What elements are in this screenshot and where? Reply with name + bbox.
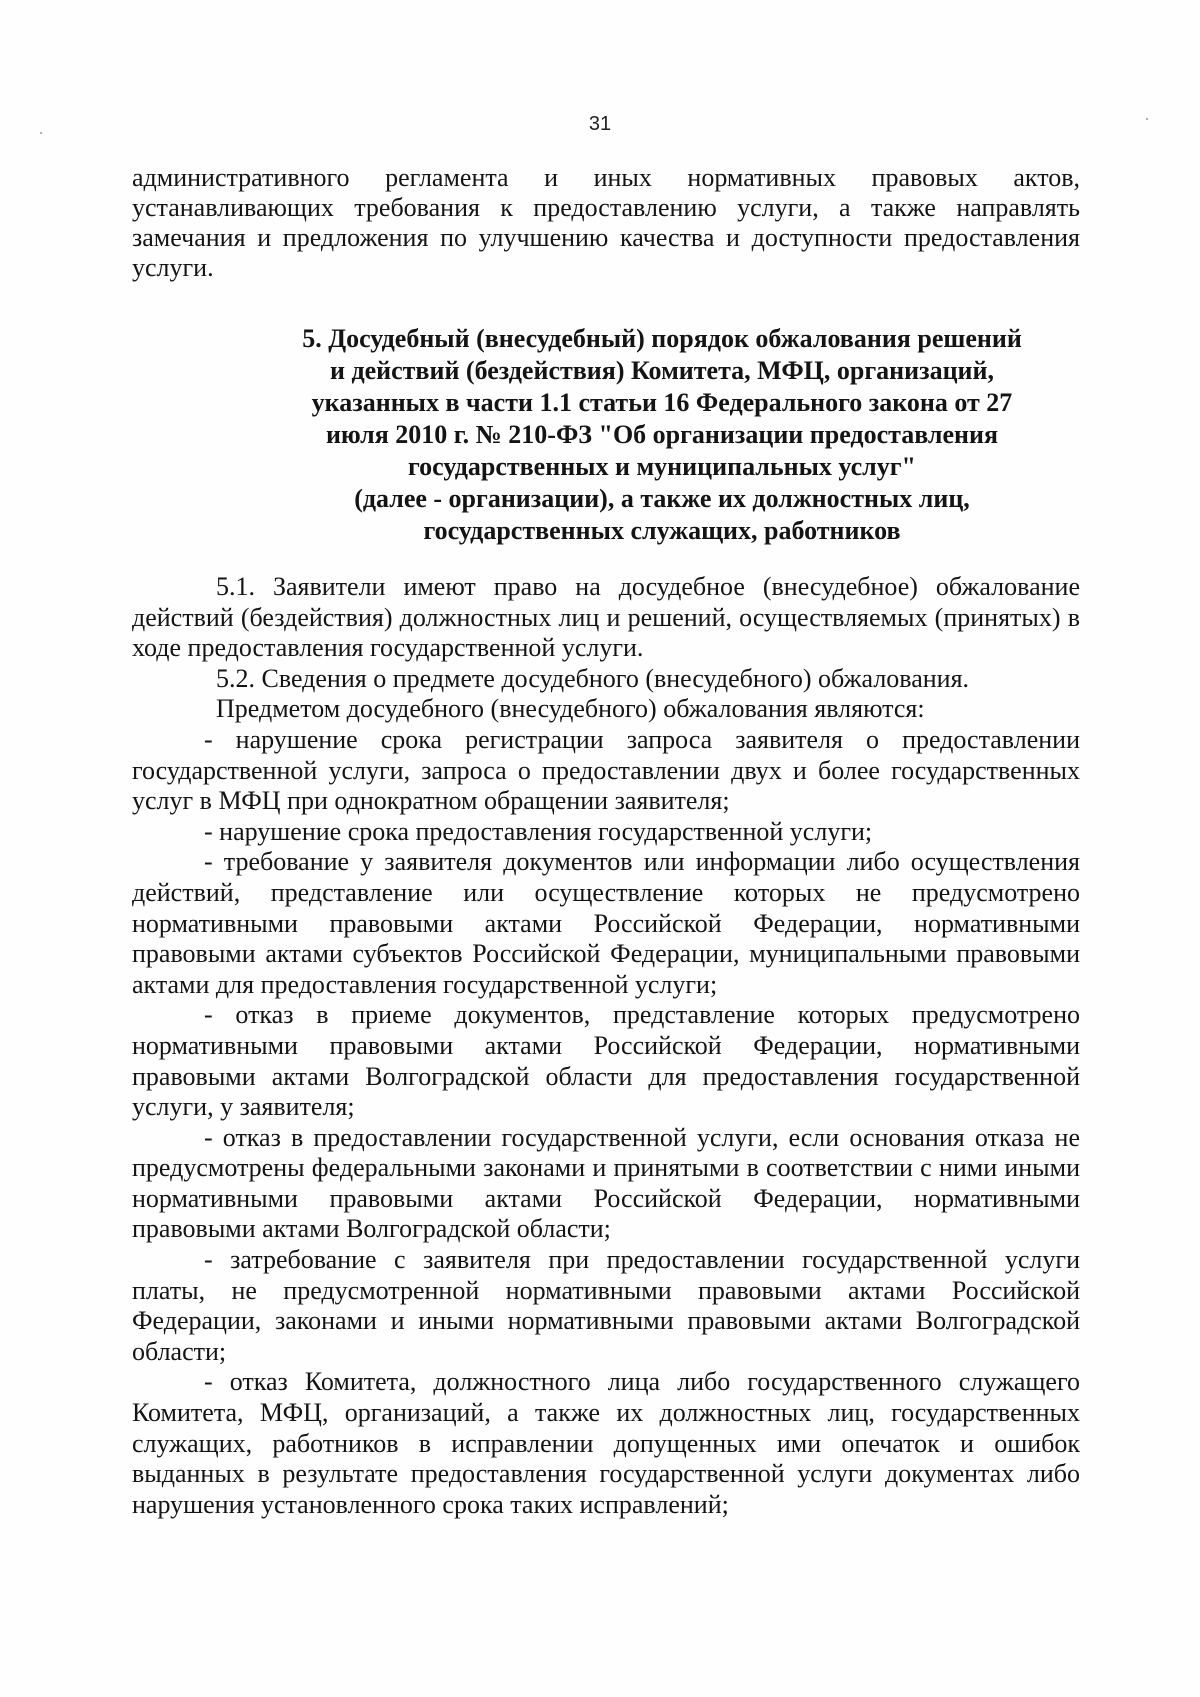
intro-paragraph: административного регламента и иных нормативных правовых актов, устанавливающих требования к предоставлению услуги, а также направлять замечания и предложения по улучшению качества и доступности предоставления услуги.	[132, 163, 1080, 282]
heading-line: июля 2010 г. № 210-ФЗ "Об организации предоставления	[325, 420, 999, 449]
list-item: - нарушение срока предоставления государственной услуги;	[204, 816, 873, 846]
paragraph-5-2: 5.2. Сведения о предмете досудебного (внесудебного) обжалования.	[216, 663, 970, 693]
page-number: 31	[588, 113, 612, 135]
list-item: - отказ в приеме документов, представление которых предусмотрено нормативными правовыми актами Российской Федерации, нормативными правовыми актами Волгоградской области для предоставления государственной услуги, у заявителя;	[132, 1000, 1080, 1122]
scan-speck	[1146, 118, 1148, 120]
heading-line: (далее - организации), а также их должностных лиц,	[354, 484, 970, 513]
list-item: - отказ Комитета, должностного лица либо государственного служащего Комитета, МФЦ, организаций, а также их должностных лиц, государственных служащих, работников в исправлении допущенных ими опечаток и ошибок выданных в результате предоставления государственной услуги документах либо нарушения установленного срока таких исправлений;	[132, 1367, 1080, 1519]
section-heading	[232, 323, 1092, 547]
list-item: - нарушение срока регистрации запроса заявителя о предоставлении государственной услуги, запроса о предоставлении двух и более государственных услуг в МФЦ при однократном обращении заявителя;	[132, 724, 1080, 816]
heading-line: указанных в части 1.1 статьи 16 Федерального закона от 27	[311, 388, 1013, 417]
paragraph-subject: Предметом досудебного (внесудебного) обжалования являются:	[216, 694, 925, 724]
paragraph-5-1: 5.1. Заявители имеют право на досудебное (внесудебное) обжалование действий (бездействия) должностных лиц и решений, осуществляемых (принятых) в ходе предоставления государственной услуги.	[132, 572, 1080, 663]
list-item: - отказ в предоставлении государственной услуги, если основания отказа не предусмотрены федеральными законами и принятыми в соответствии с ними иными нормативными правовыми актами Российской Федерации, нормативными правовыми актами Волгоградской области;	[132, 1122, 1080, 1244]
scan-speck	[40, 132, 42, 134]
heading-line: и действий (бездействия) Комитета, МФЦ, организаций,	[329, 356, 995, 385]
heading-line: 5. Досудебный (внесудебный) порядок обжалования решений	[302, 324, 1022, 353]
list-item: - требование у заявителя документов или информации либо осуществления действий, представление или осуществление которых не предусмотрено нормативными правовыми актами Российской Федерации, нормативными правовыми актами субъектов Российской Федерации, муниципальными правовыми актами для предоставления государственной услуги;	[132, 847, 1080, 999]
list-item: - затребование с заявителя при предоставлении государственной услуги платы, не предусмотренной нормативными правовыми актами Российской Федерации, законами и иными нормативными правовыми актами Волгоградской области;	[132, 1245, 1080, 1366]
section-body	[132, 572, 1080, 1520]
heading-line: государственных и муниципальных услуг"	[408, 452, 916, 481]
heading-line: государственных служащих, работников	[423, 516, 901, 545]
